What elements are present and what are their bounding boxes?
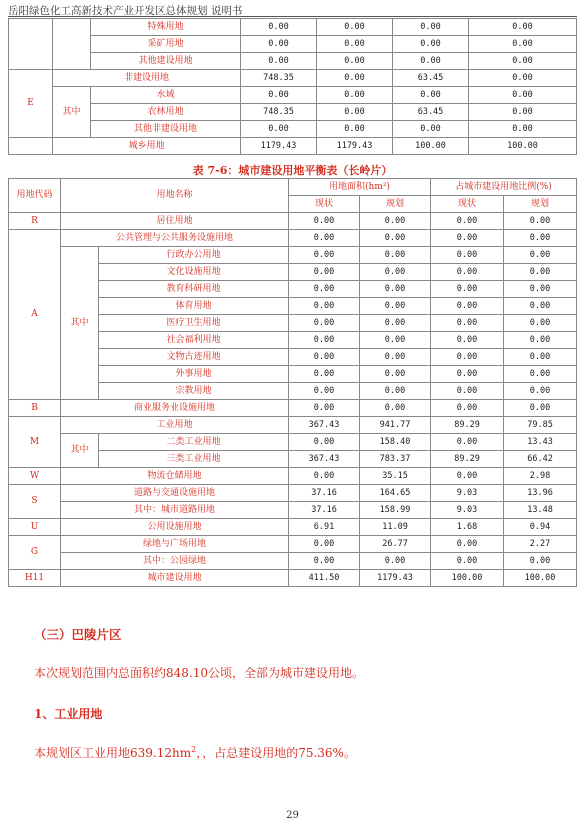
value-cell: 0.00: [504, 230, 577, 247]
value-cell: 0.00: [469, 53, 577, 70]
urban-land-balance-table: [8, 178, 577, 587]
table-row: [9, 502, 577, 519]
land-name-cell: 物流仓储用地: [61, 468, 289, 485]
value-cell: 0.00: [469, 70, 577, 87]
value-cell: 0.00: [289, 213, 360, 230]
value-cell: 0.00: [241, 19, 317, 36]
value-cell: 158.40: [360, 434, 431, 451]
value-cell: 941.77: [360, 417, 431, 434]
value-cell: 0.00: [504, 349, 577, 366]
value-cell: 0.00: [317, 53, 393, 70]
value-cell: 0.00: [393, 19, 469, 36]
value-cell: 0.00: [431, 213, 504, 230]
value-cell: 0.00: [241, 121, 317, 138]
value-cell: 0.00: [393, 121, 469, 138]
value-cell: 26.77: [360, 536, 431, 553]
value-cell: 0.00: [360, 366, 431, 383]
value-cell: 37.16: [289, 502, 360, 519]
value-cell: 0.00: [289, 434, 360, 451]
land-name-cell: 农林用地: [91, 104, 241, 121]
value-cell: 1.68: [431, 519, 504, 536]
table-row: [9, 468, 577, 485]
value-cell: 0.00: [431, 468, 504, 485]
value-cell: 89.29: [431, 417, 504, 434]
value-cell: 0.00: [289, 383, 360, 400]
value-cell: 0.00: [289, 400, 360, 417]
table-row: [9, 53, 577, 70]
value-cell: 0.00: [431, 383, 504, 400]
value-cell: 0.00: [431, 315, 504, 332]
value-cell: 0.00: [317, 70, 393, 87]
value-cell: 367.43: [289, 451, 360, 468]
value-cell: 0.00: [360, 247, 431, 264]
value-cell: 164.65: [360, 485, 431, 502]
table-row: [9, 570, 577, 587]
value-cell: 0.00: [360, 349, 431, 366]
code-cell: R: [9, 213, 61, 230]
value-cell: 0.00: [289, 536, 360, 553]
value-cell: 0.00: [504, 366, 577, 383]
table-row: [9, 230, 577, 247]
value-cell: 0.00: [504, 298, 577, 315]
land-name-cell: 医疗卫生用地: [99, 315, 289, 332]
land-name-cell: 道路与交通设施用地: [61, 485, 289, 502]
value-cell: 0.00: [504, 213, 577, 230]
land-name-cell: 三类工业用地: [99, 451, 289, 468]
paragraph-industrial-land: [34, 744, 356, 761]
value-cell: 0.00: [504, 315, 577, 332]
land-name-cell: 其中：公园绿地: [61, 553, 289, 570]
table-row: [9, 138, 577, 155]
land-name-cell: 城乡用地: [53, 138, 241, 155]
value-cell: 0.00: [360, 315, 431, 332]
header-sub: 规划: [360, 196, 431, 213]
value-cell: 0.00: [469, 121, 577, 138]
value-cell: 0.00: [289, 247, 360, 264]
table-row: [9, 247, 577, 264]
paragraph-total-area: 本次规划范围内总面积约848.10公顷，全部为城市建设用地。: [34, 666, 364, 680]
value-cell: 0.00: [504, 400, 577, 417]
sub-cell: [53, 19, 91, 70]
land-name-cell: 水域: [91, 87, 241, 104]
value-cell: 13.43: [504, 434, 577, 451]
table-row: [9, 400, 577, 417]
page-number: 29: [286, 810, 299, 821]
table-row: [9, 213, 577, 230]
value-cell: 13.96: [504, 485, 577, 502]
value-cell: 66.42: [504, 451, 577, 468]
value-cell: 6.91: [289, 519, 360, 536]
value-cell: 0.00: [431, 281, 504, 298]
value-cell: 0.00: [289, 468, 360, 485]
table-row: [9, 36, 577, 53]
header-sub: 现状: [289, 196, 360, 213]
subsection-title: 1、工业用地: [34, 707, 103, 721]
value-cell: 0.00: [504, 383, 577, 400]
table-row: [9, 434, 577, 451]
value-cell: 748.35: [241, 104, 317, 121]
header-sub: 规划: [504, 196, 577, 213]
value-cell: 0.00: [431, 264, 504, 281]
value-cell: 100.00: [393, 138, 469, 155]
value-cell: 783.37: [360, 451, 431, 468]
sub-label-cell: 其中: [61, 434, 99, 468]
value-cell: 0.00: [317, 36, 393, 53]
section-title: （三）巴陵片区: [34, 627, 122, 642]
table-caption: 表 7-6：城市建设用地平衡表（长岭片）: [192, 164, 393, 177]
land-name-cell: 商业服务业设施用地: [61, 400, 289, 417]
sub-label-cell: 其中: [53, 87, 91, 138]
value-cell: 2.98: [504, 468, 577, 485]
value-cell: 0.00: [360, 400, 431, 417]
code-cell-a: A: [9, 230, 61, 400]
value-cell: 0.00: [431, 366, 504, 383]
land-name-cell: 外事用地: [99, 366, 289, 383]
code-cell: G: [9, 536, 61, 570]
value-cell: 89.29: [431, 451, 504, 468]
code-cell: [9, 138, 53, 155]
value-cell: 0.94: [504, 519, 577, 536]
value-cell: 0.00: [360, 332, 431, 349]
value-cell: 0.00: [289, 349, 360, 366]
page-header: 岳阳绿色化工高新技术产业开发区总体规划 说明书: [8, 5, 243, 17]
header-divider: [8, 16, 577, 17]
value-cell: 2.27: [504, 536, 577, 553]
land-name-cell: 行政办公用地: [99, 247, 289, 264]
value-cell: 0.00: [431, 247, 504, 264]
value-cell: 158.99: [360, 502, 431, 519]
value-cell: 0.00: [317, 19, 393, 36]
code-cell: W: [9, 468, 61, 485]
value-cell: 0.00: [241, 36, 317, 53]
land-name-cell: 公共管理与公共服务设施用地: [61, 230, 289, 247]
code-cell: U: [9, 519, 61, 536]
value-cell: 100.00: [504, 570, 577, 587]
sub-label-cell: 其中: [61, 247, 99, 400]
value-cell: 0.00: [504, 264, 577, 281]
table-row: [9, 121, 577, 138]
value-cell: 367.43: [289, 417, 360, 434]
value-cell: 1179.43: [241, 138, 317, 155]
value-cell: 0.00: [431, 553, 504, 570]
value-cell: 0.00: [504, 247, 577, 264]
para2-superscript: 2: [191, 745, 197, 754]
land-name-cell: 文化设施用地: [99, 264, 289, 281]
value-cell: 1179.43: [360, 570, 431, 587]
table-row: [9, 179, 577, 196]
value-cell: 63.45: [393, 104, 469, 121]
table-row: [9, 553, 577, 570]
value-cell: 0.00: [360, 553, 431, 570]
value-cell: 0.00: [360, 213, 431, 230]
value-cell: 0.00: [317, 121, 393, 138]
table-row: [9, 19, 577, 36]
value-cell: 0.00: [469, 104, 577, 121]
value-cell: 0.00: [431, 230, 504, 247]
land-name-cell: 工业用地: [61, 417, 289, 434]
value-cell: 0.00: [431, 434, 504, 451]
land-name-cell: 公用设施用地: [61, 519, 289, 536]
land-name-cell: 非建设用地: [53, 70, 241, 87]
table-row: [9, 536, 577, 553]
land-use-table-continued: [8, 18, 577, 155]
value-cell: 0.00: [504, 553, 577, 570]
value-cell: 0.00: [393, 53, 469, 70]
table-row: [9, 70, 577, 87]
code-cell: H11: [9, 570, 61, 587]
value-cell: 0.00: [241, 87, 317, 104]
value-cell: 35.15: [360, 468, 431, 485]
value-cell: 411.50: [289, 570, 360, 587]
value-cell: 0.00: [360, 281, 431, 298]
value-cell: 79.85: [504, 417, 577, 434]
land-name-cell: 宗教用地: [99, 383, 289, 400]
value-cell: 0.00: [360, 264, 431, 281]
value-cell: 11.09: [360, 519, 431, 536]
value-cell: 0.00: [393, 87, 469, 104]
value-cell: 37.16: [289, 485, 360, 502]
table-row: [9, 87, 577, 104]
land-name-cell: 二类工业用地: [99, 434, 289, 451]
value-cell: 0.00: [317, 87, 393, 104]
value-cell: 0.00: [241, 53, 317, 70]
value-cell: 0.00: [289, 553, 360, 570]
land-name-cell: 采矿用地: [91, 36, 241, 53]
header-sub: 现状: [431, 196, 504, 213]
land-name-cell: 其他非建设用地: [91, 121, 241, 138]
value-cell: 0.00: [469, 36, 577, 53]
table-row: [9, 104, 577, 121]
land-name-cell: 文物古迹用地: [99, 349, 289, 366]
header-name: 用地名称: [61, 179, 289, 213]
value-cell: 0.00: [289, 332, 360, 349]
value-cell: 100.00: [469, 138, 577, 155]
header-code: 用地代码: [9, 179, 61, 213]
code-cell: [9, 19, 53, 70]
land-name-cell: 特殊用地: [91, 19, 241, 36]
value-cell: 0.00: [469, 19, 577, 36]
value-cell: 0.00: [431, 298, 504, 315]
table-row: [9, 519, 577, 536]
value-cell: 0.00: [504, 332, 577, 349]
value-cell: 1179.43: [317, 138, 393, 155]
value-cell: 0.00: [289, 264, 360, 281]
value-cell: 0.00: [469, 87, 577, 104]
land-name-cell: 体育用地: [99, 298, 289, 315]
para2-prefix: 本规划区工业用地639.12hm: [34, 746, 192, 760]
land-name-cell: 居住用地: [61, 213, 289, 230]
value-cell: 748.35: [241, 70, 317, 87]
code-cell-m: M: [9, 417, 61, 468]
value-cell: 0.00: [289, 298, 360, 315]
header-area: 用地面积(hm²): [289, 179, 431, 196]
value-cell: 0.00: [431, 400, 504, 417]
value-cell: 0.00: [431, 349, 504, 366]
value-cell: 13.48: [504, 502, 577, 519]
header-ratio: 占城市建设用地比例(%): [431, 179, 577, 196]
land-name-cell: 其中：城市道路用地: [61, 502, 289, 519]
land-name-cell: 城市建设用地: [61, 570, 289, 587]
value-cell: 0.00: [504, 281, 577, 298]
land-name-cell: 其他建设用地: [91, 53, 241, 70]
land-name-cell: 教育科研用地: [99, 281, 289, 298]
value-cell: 0.00: [289, 281, 360, 298]
code-cell: B: [9, 400, 61, 417]
code-cell: S: [9, 485, 61, 519]
value-cell: 0.00: [431, 332, 504, 349]
value-cell: 0.00: [360, 298, 431, 315]
land-name-cell: 社会福利用地: [99, 332, 289, 349]
value-cell: 0.00: [289, 315, 360, 332]
value-cell: 0.00: [393, 36, 469, 53]
table-row: [9, 417, 577, 434]
value-cell: 0.00: [289, 366, 360, 383]
value-cell: 0.00: [360, 230, 431, 247]
value-cell: 9.03: [431, 485, 504, 502]
table-row: [9, 485, 577, 502]
code-cell-e: E: [9, 70, 53, 138]
value-cell: 9.03: [431, 502, 504, 519]
value-cell: 0.00: [317, 104, 393, 121]
value-cell: 0.00: [289, 230, 360, 247]
land-name-cell: 绿地与广场用地: [61, 536, 289, 553]
value-cell: 0.00: [431, 536, 504, 553]
value-cell: 63.45: [393, 70, 469, 87]
para2-suffix: ，，占总建设用地的75.36%。: [196, 746, 356, 760]
value-cell: 0.00: [360, 383, 431, 400]
value-cell: 100.00: [431, 570, 504, 587]
